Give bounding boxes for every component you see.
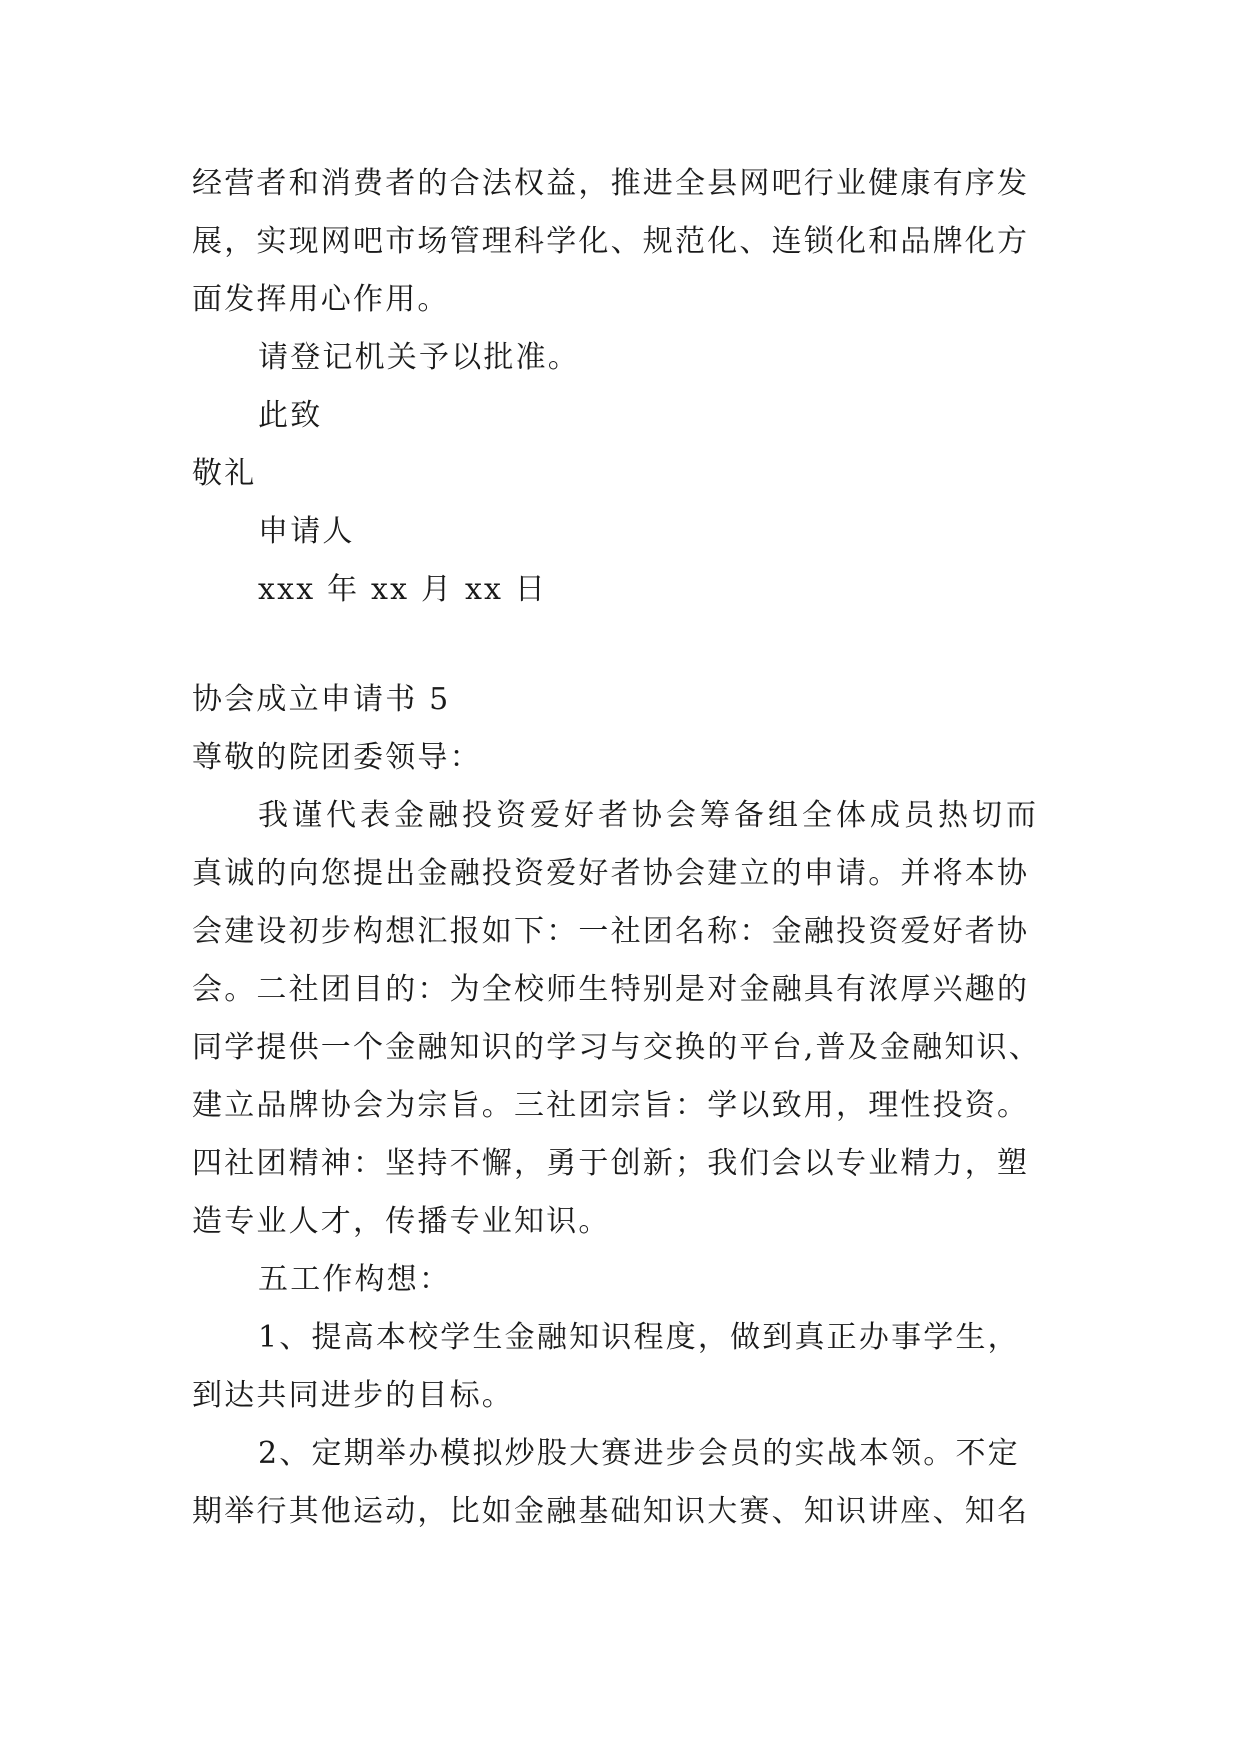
closing-regards: 敬礼	[192, 456, 257, 491]
list-item-continuation: 期举行其他运动，比如金融基础知识大赛、知识讲座、知名	[192, 1494, 1030, 1529]
subsection-heading: 五工作构想：	[258, 1262, 452, 1297]
paragraph-line: 我谨代表金融投资爱好者协会筹备组全体成员热切而	[258, 798, 1040, 833]
list-item-continuation: 到达共同进步的目标。	[192, 1378, 514, 1413]
list-item: 2、定期举办模拟炒股大赛进步会员的实战本领。不定	[258, 1436, 1020, 1471]
paragraph-line: 同学提供一个金融知识的学习与交换的平台,普及金融知识、	[192, 1030, 1041, 1065]
paragraph-line: 会。二社团目的：为全校师生特别是对金融具有浓厚兴趣的	[192, 972, 1030, 1007]
paragraph-line: 面发挥用心作用。	[192, 282, 450, 317]
section-title: 协会成立申请书 5	[192, 682, 451, 717]
paragraph-line: 真诚的向您提出金融投资爱好者协会建立的申请。并将本协	[192, 856, 1030, 891]
paragraph-line: 造专业人才，传播专业知识。	[192, 1204, 611, 1239]
paragraph-line: 经营者和消费者的合法权益，推进全县网吧行业健康有序发	[192, 166, 1030, 201]
applicant-signature: 申请人	[258, 514, 355, 549]
approval-request-line: 请登记机关予以批准。	[258, 340, 580, 375]
signature-date: xxx 年 xx 月 xx 日	[258, 572, 548, 607]
paragraph-line: 会建设初步构想汇报如下：一社团名称：金融投资爱好者协	[192, 914, 1030, 949]
paragraph-line: 展，实现网吧市场管理科学化、规范化、连锁化和品牌化方	[192, 224, 1030, 259]
closing-salutation: 此致	[258, 398, 323, 433]
letter-greeting: 尊敬的院团委领导：	[192, 740, 482, 775]
paragraph-line: 建立品牌协会为宗旨。三社团宗旨：学以致用，理性投资。	[192, 1088, 1030, 1123]
list-item: 1、提高本校学生金融知识程度，做到真正办事学生，	[258, 1320, 1020, 1355]
paragraph-line: 四社团精神：坚持不懈，勇于创新；我们会以专业精力，塑	[192, 1146, 1030, 1181]
